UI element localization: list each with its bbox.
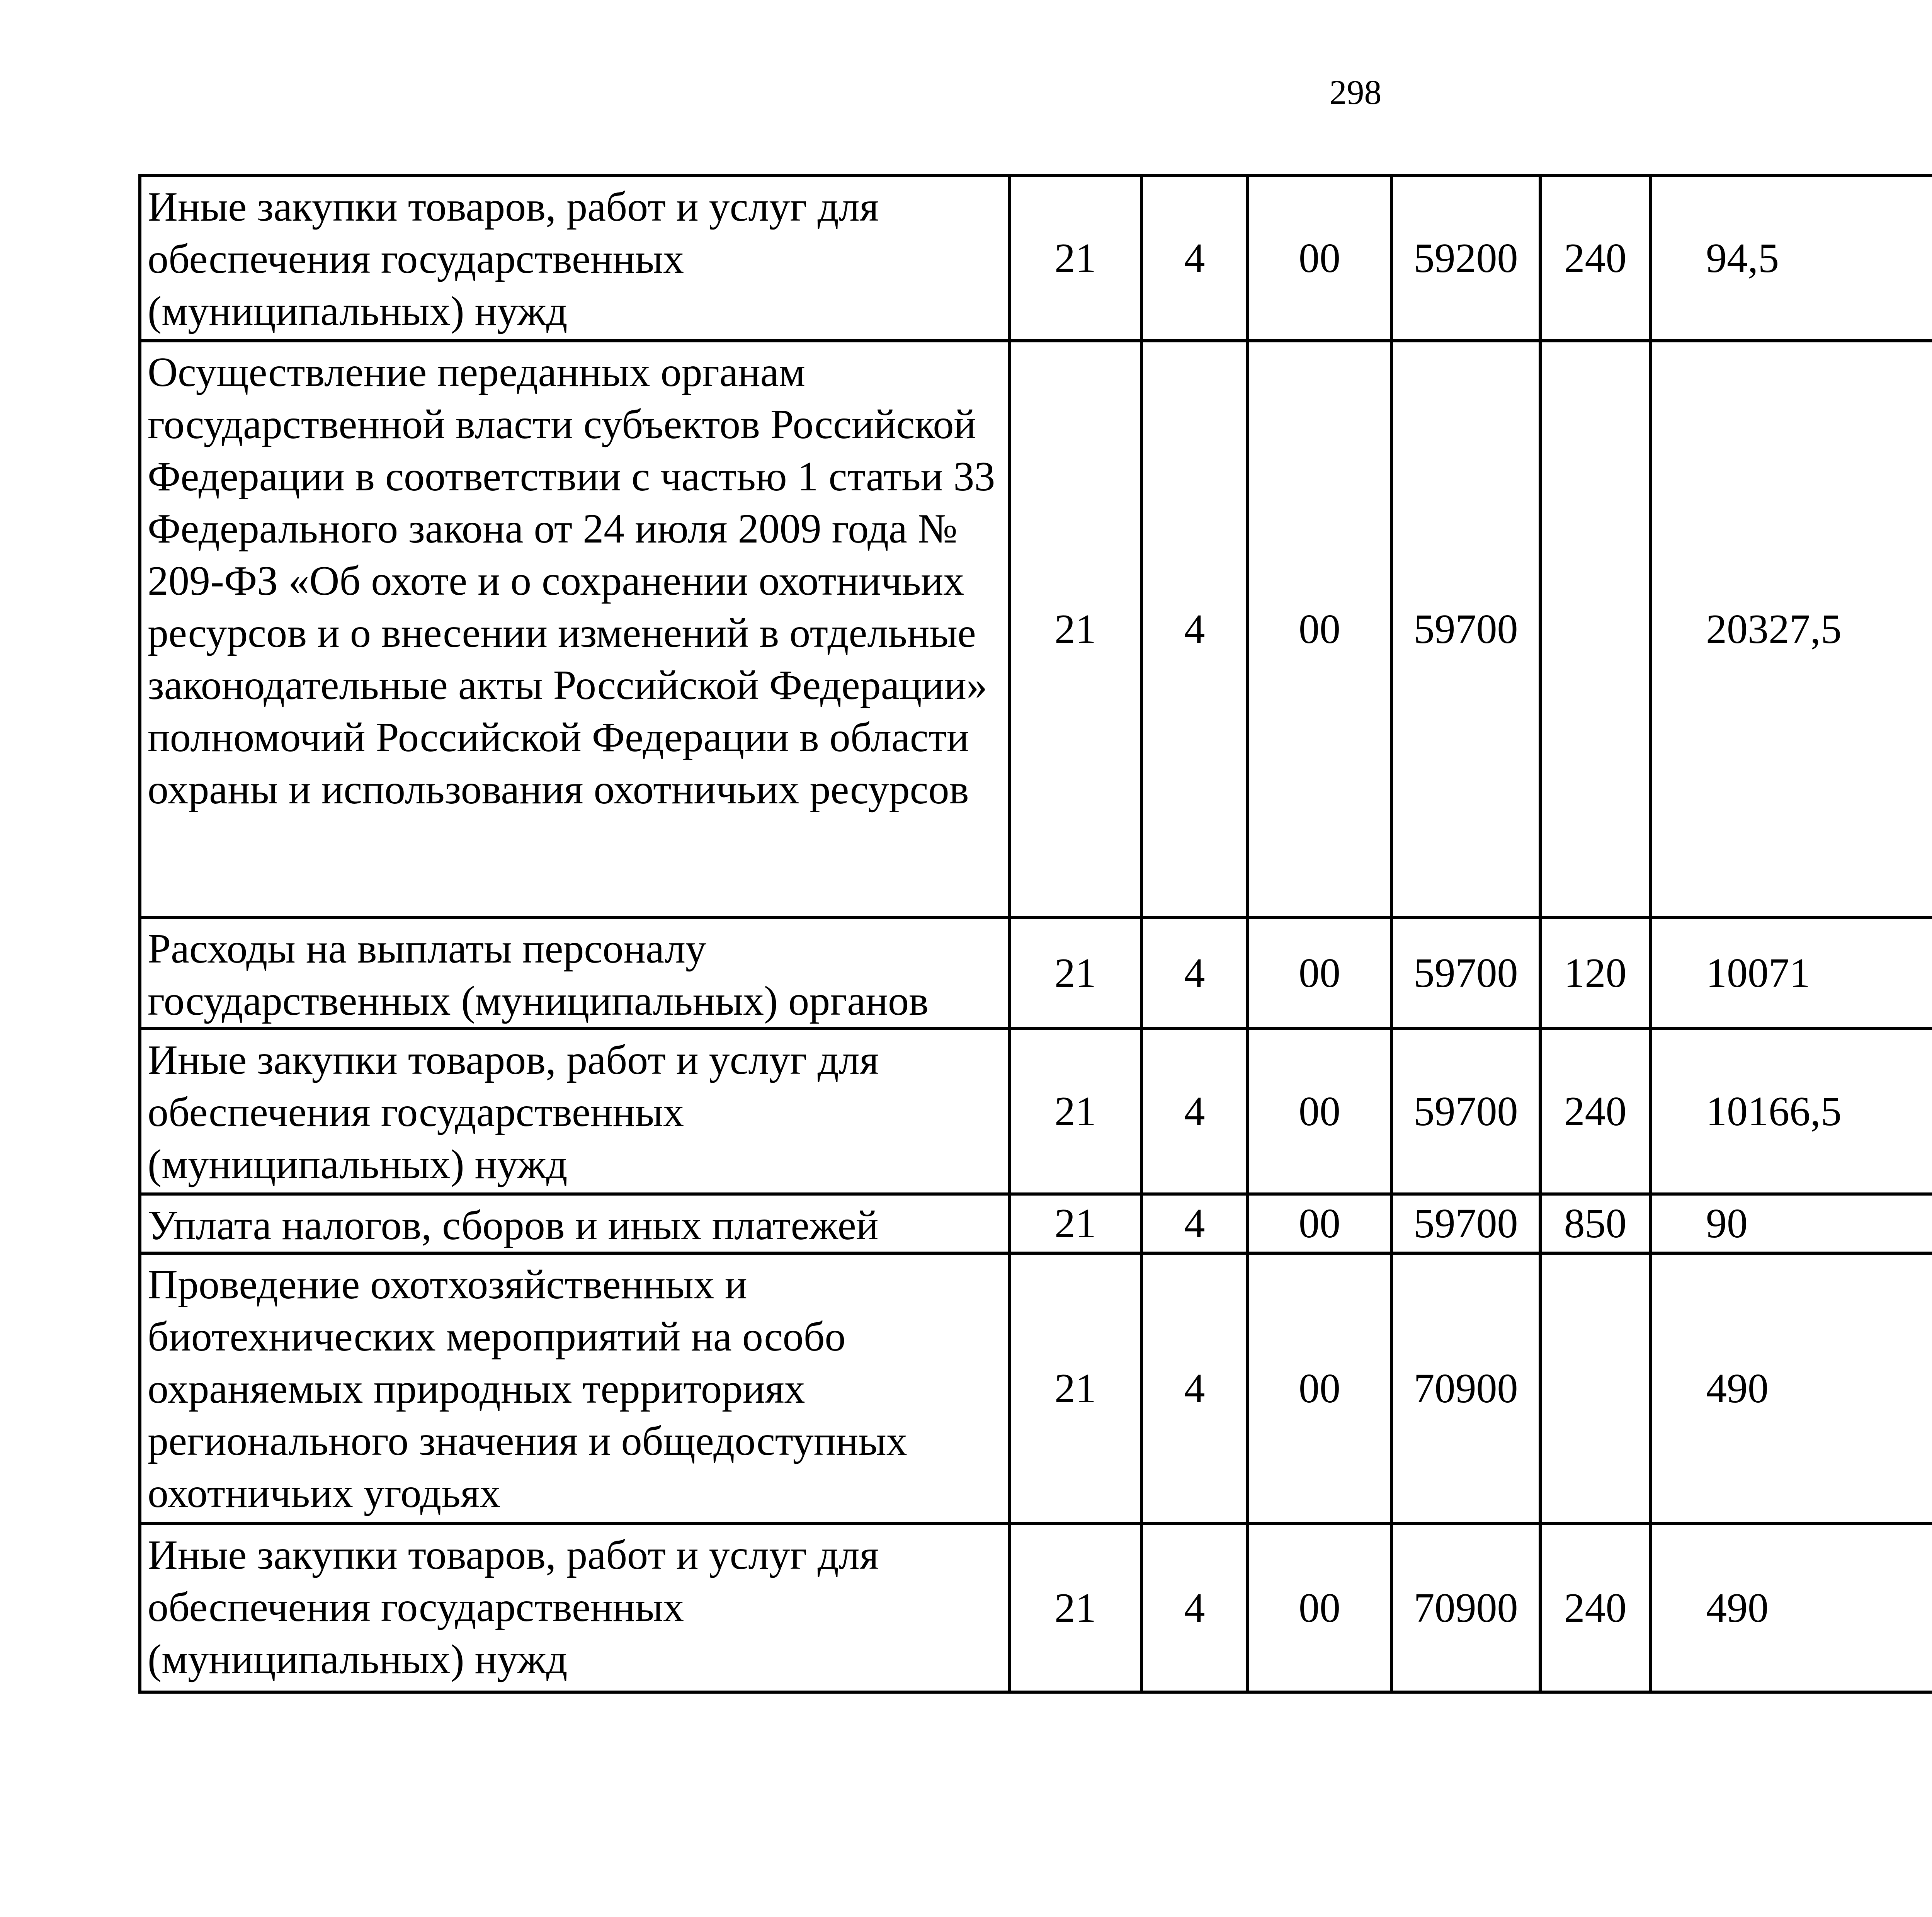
- row-name: Иные закупки товаров, работ и услуг для обеспечения государственных (муниципальных) нужд: [140, 1524, 1009, 1692]
- section-code: 21: [1009, 1194, 1141, 1253]
- row-name: Проведение охотхозяйственных и биотехнических мероприятий на особо охраняемых природных территориях регионального значения и общедоступных охотничьих угодьях: [140, 1253, 1009, 1524]
- amount-year-1: 490: [1650, 1253, 1932, 1524]
- row-name: Расходы на выплаты персоналу государственных (муниципальных) органов: [140, 917, 1009, 1029]
- table-row: [140, 1253, 1932, 1524]
- amount-year-1: 90: [1650, 1194, 1932, 1253]
- section-code: 21: [1009, 1253, 1141, 1524]
- expense-type-code: 240: [1540, 1029, 1650, 1194]
- program-code: 00: [1248, 1029, 1391, 1194]
- amount-year-1: 94,5: [1650, 175, 1932, 341]
- row-name: Осуществление переданных органам государственной власти субъектов Российской Федерации в соответствии с частью 1 статьи 33 Федерального закона от 24 июля 2009 года № 209-ФЗ «Об охоте и о сохранении охотничьих ресурсов и о внесении изменений в отдельные законодательные акты Российской Федерации» полномочий Российской Федерации в области охраны и использования охотничьих ресурсов: [140, 341, 1009, 917]
- subsection-code: 4: [1141, 341, 1248, 917]
- program-code: 00: [1248, 1194, 1391, 1253]
- section-code: 21: [1009, 917, 1141, 1029]
- expense-type-code: 850: [1540, 1194, 1650, 1253]
- row-name: Уплата налогов, сборов и иных платежей: [140, 1194, 1009, 1253]
- program-code: 00: [1248, 917, 1391, 1029]
- expense-type-code: [1540, 1253, 1650, 1524]
- table-row: [140, 917, 1932, 1029]
- section-code: 21: [1009, 1524, 1141, 1692]
- expense-type-code: 120: [1540, 917, 1650, 1029]
- program-code: 00: [1248, 1253, 1391, 1524]
- table-row: [140, 1524, 1932, 1692]
- expense-type-code: [1540, 341, 1650, 917]
- amount-year-1: 490: [1650, 1524, 1932, 1692]
- target-code: 59700: [1391, 341, 1540, 917]
- section-code: 21: [1009, 1029, 1141, 1194]
- target-code: 70900: [1391, 1524, 1540, 1692]
- table-row: [140, 341, 1932, 917]
- expense-type-code: 240: [1540, 175, 1650, 341]
- section-code: 21: [1009, 175, 1141, 341]
- subsection-code: 4: [1141, 917, 1248, 1029]
- section-code: 21: [1009, 341, 1141, 917]
- subsection-code: 4: [1141, 1029, 1248, 1194]
- subsection-code: 4: [1141, 1253, 1248, 1524]
- target-code: 59700: [1391, 1194, 1540, 1253]
- amount-year-1: 10071: [1650, 917, 1932, 1029]
- table-row: [140, 1194, 1932, 1253]
- target-code: 59700: [1391, 917, 1540, 1029]
- expense-type-code: 240: [1540, 1524, 1650, 1692]
- table-row: [140, 1029, 1932, 1194]
- amount-year-1: 10166,5: [1650, 1029, 1932, 1194]
- table-row: [140, 175, 1932, 341]
- subsection-code: 4: [1141, 1194, 1248, 1253]
- page-number: 298: [1329, 73, 1382, 112]
- target-code: 59200: [1391, 175, 1540, 341]
- subsection-code: 4: [1141, 1524, 1248, 1692]
- target-code: 70900: [1391, 1253, 1540, 1524]
- budget-table: [138, 174, 1932, 1694]
- amount-year-1: 20327,5: [1650, 341, 1932, 917]
- subsection-code: 4: [1141, 175, 1248, 341]
- program-code: 00: [1248, 1524, 1391, 1692]
- row-name: Иные закупки товаров, работ и услуг для обеспечения государственных (муниципальных) нужд: [140, 175, 1009, 341]
- program-code: 00: [1248, 175, 1391, 341]
- row-name: Иные закупки товаров, работ и услуг для обеспечения государственных (муниципальных) нужд: [140, 1029, 1009, 1194]
- program-code: 00: [1248, 341, 1391, 917]
- target-code: 59700: [1391, 1029, 1540, 1194]
